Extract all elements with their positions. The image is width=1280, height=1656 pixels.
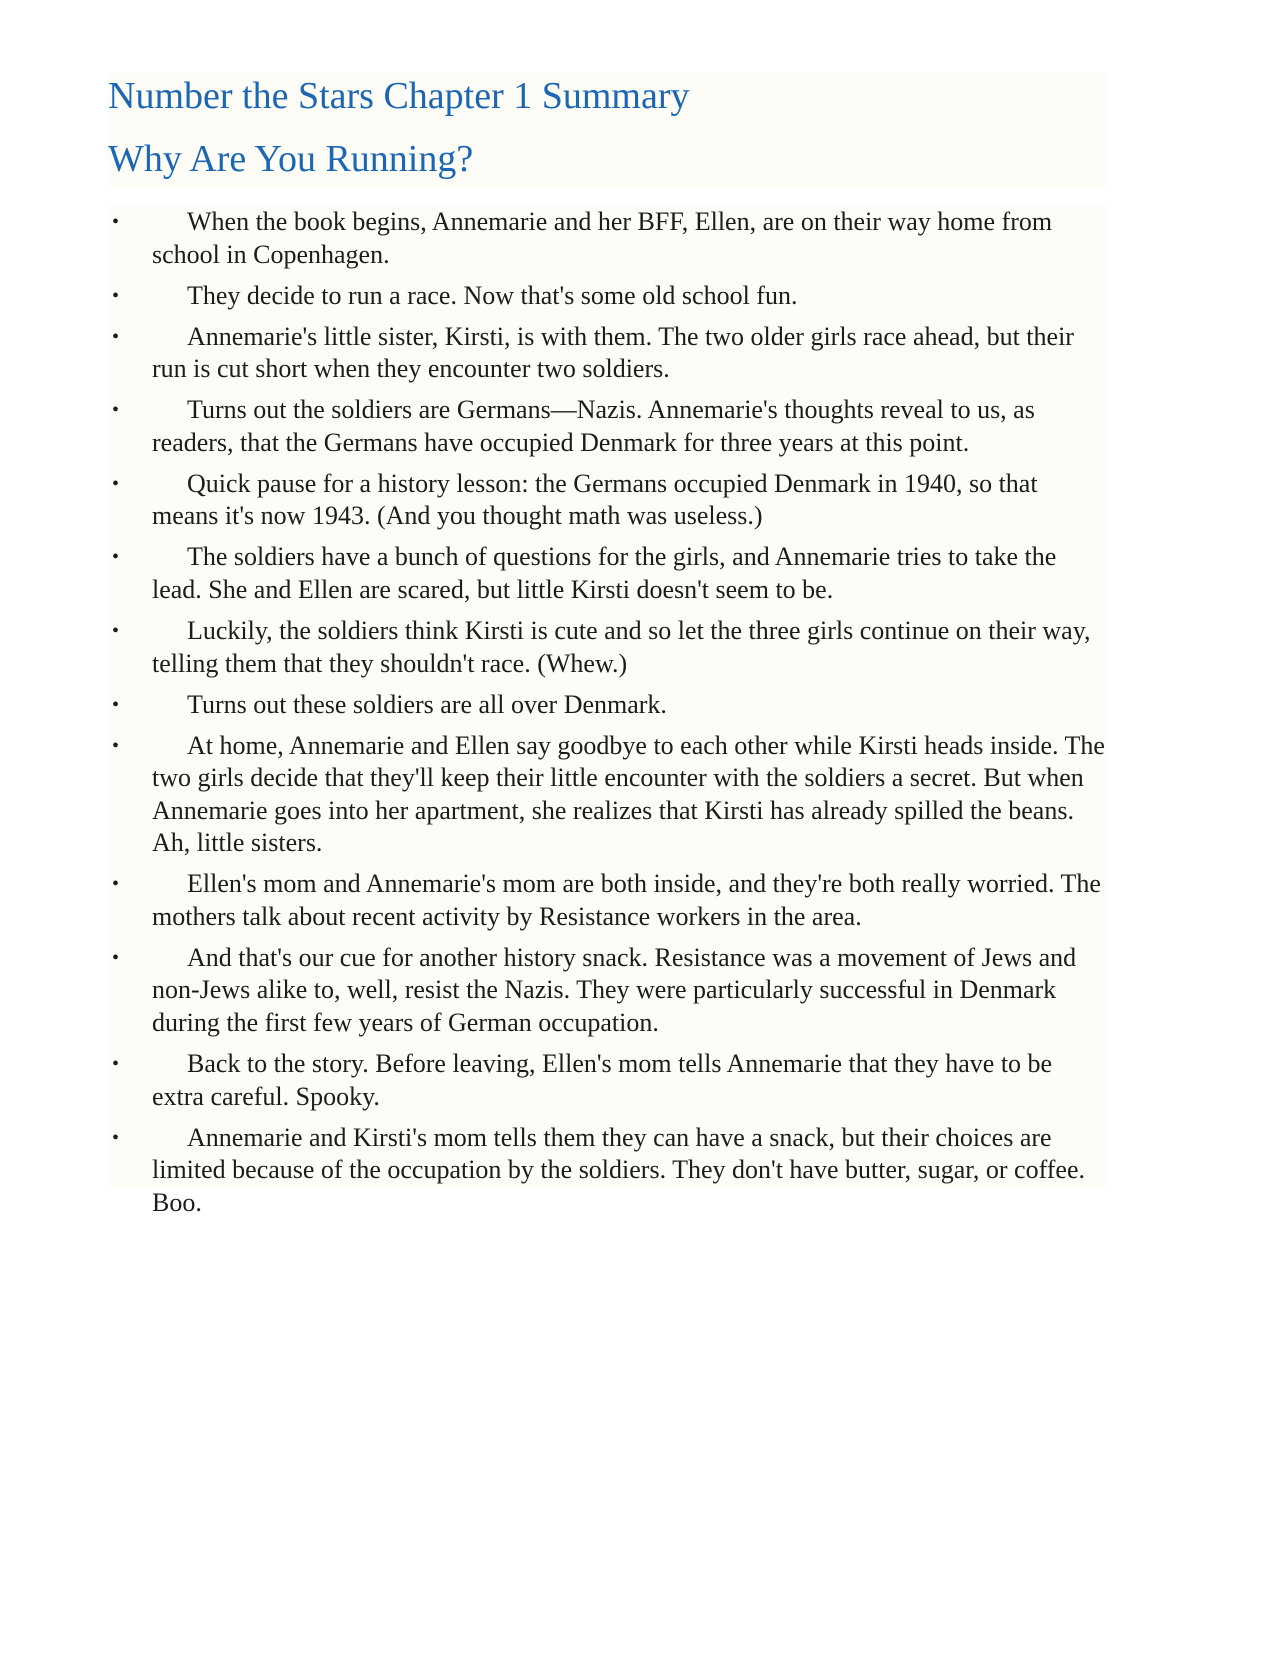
- summary-item: [108, 942, 1108, 1040]
- summary-item-text: Ellen's mom and Annemarie's mom are both inside, and they're both really worried. The mothers talk about recent activity by Resistance workers in the area.: [152, 869, 1101, 931]
- bullet-icon: •: [112, 693, 120, 716]
- summary-item: [108, 468, 1108, 533]
- summary-item-text: Turns out these soldiers are all over Denmark.: [187, 689, 667, 719]
- bullet-icon: •: [112, 325, 120, 348]
- heading-panel: [108, 72, 1108, 188]
- section-heading: Why Are You Running?: [108, 138, 474, 180]
- summary-item: [108, 321, 1108, 386]
- summary-item-text: Luckily, the soldiers think Kirsti is cute and so let the three girls continue on their way, telling them that they shouldn't race. (Whew.): [152, 616, 1091, 678]
- summary-item: [108, 730, 1108, 860]
- summary-item: [108, 689, 1108, 722]
- bullet-icon: •: [112, 946, 120, 969]
- summary-item-text: At home, Annemarie and Ellen say goodbye to each other while Kirsti heads inside. The two girls decide that they'll keep their little encounter with the soldiers a secret. But when Annemarie goes into her apartment, she realizes that Kirsti has already spilled the beans. Ah, little sisters.: [152, 730, 1105, 858]
- summary-item: [108, 541, 1108, 606]
- bullet-icon: •: [112, 1053, 120, 1076]
- summary-item: [108, 280, 1108, 313]
- summary-item-text: Annemarie and Kirsti's mom tells them they can have a snack, but their choices are limited because of the occupation by the soldiers. They don't have butter, sugar, or coffee. Boo.: [152, 1122, 1086, 1217]
- summary-item: [108, 1048, 1108, 1113]
- summary-item-text: Annemarie's little sister, Kirsti, is with them. The two older girls race ahead, but their run is cut short when they encounter two soldiers.: [152, 321, 1074, 384]
- bullet-icon: •: [112, 873, 120, 896]
- bullet-icon: •: [112, 734, 120, 757]
- summary-list: [108, 206, 1108, 1219]
- summary-item-text: When the book begins, Annemarie and her BFF, Ellen, are on their way home from school in Copenhagen.: [152, 207, 1053, 269]
- page-title: Number the Stars Chapter 1 Summary: [108, 75, 690, 117]
- summary-item: [108, 868, 1108, 933]
- bullet-icon: •: [112, 546, 120, 569]
- summary-item: [108, 615, 1108, 680]
- summary-item-text: They decide to run a race. Now that's some old school fun.: [187, 280, 798, 310]
- summary-item-text: The soldiers have a bunch of questions for the girls, and Annemarie tries to take the lead. She and Ellen are scared, but little Kirsti doesn't seem to be.: [152, 542, 1057, 604]
- summary-panel: [108, 206, 1108, 1217]
- summary-item: [108, 206, 1108, 271]
- bullet-icon: •: [112, 1126, 120, 1149]
- bullet-icon: •: [112, 472, 120, 495]
- summary-item: [108, 394, 1108, 459]
- summary-item-text: And that's our cue for another history snack. Resistance was a movement of Jews and non-Jews alike to, well, resist the Nazis. They were particularly successful in Denmark during the first few years of German occupation.: [152, 942, 1077, 1037]
- summary-item: [108, 1122, 1108, 1220]
- bullet-icon: •: [112, 284, 120, 307]
- bullet-icon: •: [112, 399, 120, 422]
- bullet-icon: •: [112, 620, 120, 643]
- bullet-icon: •: [112, 211, 120, 233]
- summary-item-text: Turns out the soldiers are Germans—Nazis. Annemarie's thoughts reveal to us, as readers, that the Germans have occupied Denmark for three years at this point.: [152, 395, 1035, 457]
- summary-item-text: Quick pause for a history lesson: the Germans occupied Denmark in 1940, so that means it's now 1943. (And you thought math was useless.): [152, 468, 1038, 531]
- summary-item-text: Back to the story. Before leaving, Ellen's mom tells Annemarie that they have to be extra careful. Spooky.: [152, 1049, 1053, 1111]
